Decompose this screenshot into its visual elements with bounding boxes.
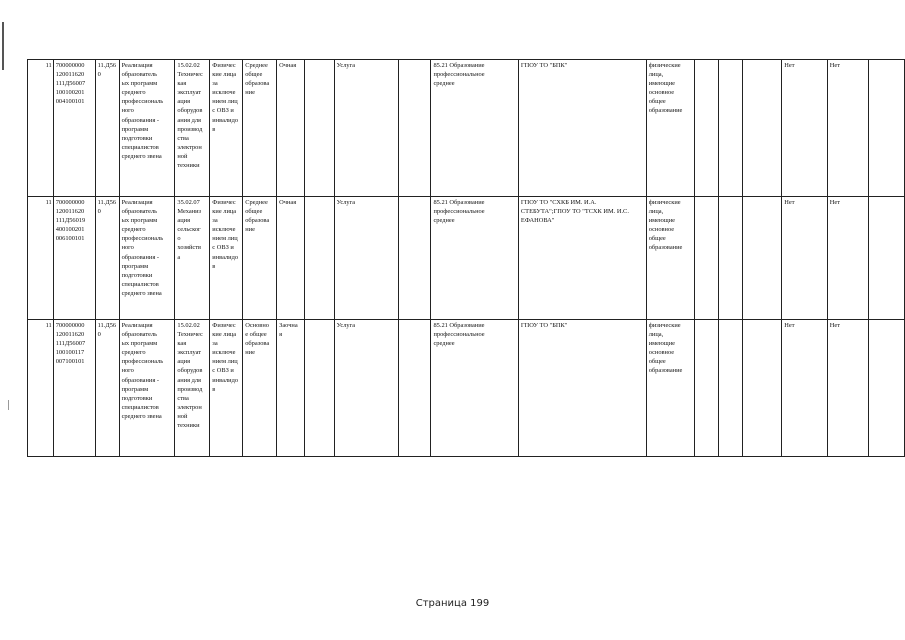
table-row	[28, 60, 905, 197]
code-line: 120011620	[55, 208, 85, 216]
okved-cell	[431, 320, 518, 457]
registry-code-cell	[53, 320, 95, 457]
consumer-line: лица,	[648, 331, 664, 339]
level-line: ние	[245, 226, 255, 234]
name-line: Реализация	[121, 199, 153, 206]
name-line: специалистов	[121, 403, 159, 411]
consumer-line: общее	[648, 358, 666, 366]
flag-2-cell	[827, 320, 869, 457]
row-number-cell	[28, 60, 54, 197]
category-line: в	[212, 125, 216, 133]
empty-cell	[742, 320, 781, 457]
flag-1-cell	[782, 60, 827, 197]
yes1-text: Нет	[784, 199, 795, 206]
name-line: среднего звена	[121, 289, 162, 297]
name-line: ного	[121, 244, 134, 252]
category-line: нием лиц	[212, 98, 238, 106]
registry-code-cell	[53, 197, 95, 320]
code2-line: 0	[97, 208, 101, 216]
spec-line: эксплуат	[177, 349, 202, 357]
category-line: в	[212, 262, 216, 270]
level-line: Среднее	[245, 199, 268, 206]
spec-line: ной	[177, 152, 188, 160]
level-line: ние	[245, 349, 255, 357]
institution-cell	[518, 320, 646, 457]
empty-cell	[869, 197, 905, 320]
okved-cell	[431, 197, 518, 320]
spec-line: Техничес	[177, 331, 203, 339]
service-name-cell	[119, 320, 175, 457]
empty-cell	[694, 197, 719, 320]
org-text: ГПОУ ТО "БПК"	[520, 62, 568, 69]
name-line: подготовки	[121, 271, 153, 279]
level-line: Среднее	[245, 62, 268, 69]
okved-line: среднее	[433, 340, 455, 348]
category-line: инвалидо	[212, 116, 239, 124]
consumer-line: лица,	[648, 208, 664, 216]
type-text: Услуга	[336, 322, 356, 329]
spec-line: оборудов	[177, 367, 203, 375]
flag-1-cell	[782, 197, 827, 320]
name-line: образователь	[121, 71, 158, 79]
name-line: подготовки	[121, 134, 153, 142]
flag-2-cell	[827, 60, 869, 197]
spec-line: Техничес	[177, 71, 203, 79]
name-line: образования -	[121, 253, 159, 261]
spec-line: 35.02.07	[177, 199, 200, 206]
category-line: Физичес	[212, 62, 236, 69]
code-line: 004100101	[55, 98, 85, 106]
empty-cell	[719, 320, 743, 457]
code-line: 111Д56019	[55, 217, 86, 225]
name-line: профессиональ	[121, 98, 164, 106]
code-line: 700000000	[55, 199, 85, 206]
consumer-line: основное	[648, 89, 675, 97]
code-line: 700000000	[55, 62, 85, 69]
spec-line: ация	[177, 358, 191, 366]
name-line: среднего	[121, 89, 146, 97]
spec-line: хозяйств	[177, 244, 202, 252]
spec-line: сельског	[177, 226, 201, 234]
empty-cell	[869, 320, 905, 457]
yes2-text: Нет	[829, 322, 841, 329]
category-line: кие лица	[212, 331, 237, 339]
spec-line: Механиз	[177, 208, 202, 216]
code-line: 111Д56007	[55, 80, 86, 88]
level-line: Основно	[245, 322, 269, 329]
empty-cell	[742, 60, 781, 197]
specialty-cell	[175, 320, 210, 457]
empty-cell	[398, 320, 431, 457]
education-level-cell	[243, 320, 277, 457]
study-form-cell	[277, 320, 305, 457]
page-number: Страница 199	[415, 598, 490, 609]
category-line: Физичес	[212, 322, 236, 329]
consumer-line: основное	[648, 349, 675, 357]
code2-line: 11.Д56	[97, 322, 117, 329]
code2-line: 0	[97, 71, 101, 79]
consumer-line: имеющие	[648, 217, 675, 225]
institution-cell	[518, 60, 646, 197]
spec-line: ания для	[177, 376, 201, 384]
okved-line: 85.21 Образование	[433, 62, 485, 69]
name-line: профессиональ	[121, 235, 164, 243]
name-line: программ	[121, 385, 149, 393]
consumer-line: физические	[648, 322, 681, 329]
education-level-cell	[243, 197, 277, 320]
consumer-cell	[646, 320, 694, 457]
code-line: 100100117	[55, 349, 85, 357]
level-line: общее	[245, 208, 263, 216]
name-line: образователь	[121, 331, 158, 339]
consumer-line: основное	[648, 226, 675, 234]
spec-line: кая	[177, 80, 187, 88]
level-line: образова	[245, 80, 270, 88]
code-line: 700000000	[55, 322, 85, 329]
level-line: е общее	[245, 331, 267, 339]
category-line: за	[212, 80, 218, 88]
spec-line: кая	[177, 340, 187, 348]
name-line: образователь	[121, 208, 158, 216]
education-level-cell	[243, 60, 277, 197]
num-text: 11	[45, 62, 52, 69]
empty-cell	[719, 197, 743, 320]
code-line: 100100201	[55, 89, 85, 97]
name-line: ых программ	[121, 217, 158, 225]
spec-line: ной	[177, 412, 188, 420]
spec-line: электрон	[177, 403, 202, 411]
okved-cell	[431, 60, 518, 197]
category-line: в	[212, 385, 216, 393]
category-line: инвалидо	[212, 253, 239, 261]
category-line: исключе	[212, 349, 236, 357]
okved-line: среднее	[433, 217, 455, 225]
okved-line: 85.21 Образование	[433, 322, 485, 329]
type-text: Услуга	[336, 62, 356, 69]
spec-line: техники	[177, 162, 200, 170]
empty-cell	[398, 60, 431, 197]
name-line: профессиональ	[121, 358, 164, 366]
service-code-cell	[95, 320, 119, 457]
name-line: специалистов	[121, 143, 159, 151]
level-line: ние	[245, 89, 255, 97]
name-line: программ	[121, 262, 149, 270]
okved-line: 85.21 Образование	[433, 199, 485, 206]
service-type-cell	[334, 60, 398, 197]
code2-line: 11.Д56	[97, 199, 117, 206]
name-line: ых программ	[121, 340, 158, 348]
code-line: 007100101	[55, 358, 85, 366]
consumer-cell	[646, 60, 694, 197]
num-text: 11	[45, 322, 52, 329]
category-line: исключе	[212, 89, 236, 97]
code2-line: 11.Д56	[97, 62, 117, 69]
service-code-cell	[95, 197, 119, 320]
empty-cell	[305, 197, 335, 320]
row-number-cell	[28, 197, 54, 320]
name-line: программ	[121, 125, 149, 133]
scan-margin-line	[2, 22, 4, 70]
consumer-line: общее	[648, 98, 666, 106]
category-cell	[210, 60, 243, 197]
level-line: общее	[245, 71, 263, 79]
study-form-cell	[277, 60, 305, 197]
table-row	[28, 320, 905, 457]
yes2-text: Нет	[829, 199, 841, 206]
empty-cell	[305, 320, 335, 457]
spec-line: 15.02.02	[177, 62, 200, 69]
specialty-cell	[175, 197, 210, 320]
spec-line: электрон	[177, 143, 202, 151]
form-text: Очная	[279, 62, 297, 69]
category-line: нием лиц	[212, 358, 238, 366]
consumer-line: имеющие	[648, 80, 675, 88]
empty-cell	[694, 60, 719, 197]
category-line: с ОВЗ и	[212, 367, 234, 375]
consumer-line: образование	[648, 367, 683, 375]
category-line: Физичес	[212, 199, 236, 206]
category-line: с ОВЗ и	[212, 244, 234, 252]
spec-line: оборудов	[177, 107, 203, 115]
consumer-line: физические	[648, 62, 681, 69]
spec-line: ства	[177, 134, 189, 142]
spec-line: ства	[177, 394, 189, 402]
consumer-line: образование	[648, 244, 683, 252]
spec-line: производ	[177, 125, 203, 133]
code-line: 006100101	[55, 235, 85, 243]
empty-cell	[719, 60, 743, 197]
org-text: ГПОУ ТО "БПК"	[520, 322, 568, 329]
level-line: образова	[245, 217, 270, 225]
code2-line: 0	[97, 331, 101, 339]
category-cell	[210, 320, 243, 457]
category-line: за	[212, 217, 218, 225]
category-line: нием лиц	[212, 235, 238, 243]
name-line: Реализация	[121, 62, 153, 69]
name-line: среднего	[121, 226, 146, 234]
table-row	[28, 197, 905, 320]
name-line: образования -	[121, 116, 159, 124]
spec-line: ания для	[177, 116, 201, 124]
category-line: за	[212, 340, 218, 348]
spec-line: о	[177, 235, 181, 243]
name-line: среднего звена	[121, 152, 162, 160]
service-name-cell	[119, 60, 175, 197]
name-line: ного	[121, 107, 134, 115]
yes1-text: Нет	[784, 322, 795, 329]
category-line: кие лица	[212, 71, 237, 79]
okved-line: профессиональное	[433, 331, 485, 339]
okved-line: профессиональное	[433, 208, 485, 216]
registry-code-cell	[53, 60, 95, 197]
name-line: ых программ	[121, 80, 158, 88]
specialty-cell	[175, 60, 210, 197]
num-text: 11	[45, 199, 52, 206]
spec-line: 15.02.02	[177, 322, 200, 329]
consumer-line: лица,	[648, 71, 664, 79]
name-line: подготовки	[121, 394, 153, 402]
consumer-line: физические	[648, 199, 681, 206]
consumer-line: общее	[648, 235, 666, 243]
service-code-cell	[95, 60, 119, 197]
service-type-cell	[334, 320, 398, 457]
level-line: образова	[245, 340, 270, 348]
form-text: Заочна я	[279, 322, 298, 339]
name-line: среднего	[121, 349, 146, 357]
type-text: Услуга	[336, 199, 356, 206]
code-line: 120011620	[55, 71, 85, 79]
code-line: 120011620	[55, 331, 85, 339]
okved-line: профессиональное	[433, 71, 485, 79]
consumer-line: образование	[648, 107, 683, 115]
yes1-text: Нет	[784, 62, 795, 69]
okved-line: среднее	[433, 80, 455, 88]
yes2-text: Нет	[829, 62, 841, 69]
category-line: исключе	[212, 226, 236, 234]
spec-line: ация	[177, 98, 191, 106]
code-line: 111Д56007	[55, 340, 86, 348]
empty-cell	[398, 197, 431, 320]
category-line: кие лица	[212, 208, 237, 216]
name-line: Реализация	[121, 322, 153, 329]
row-number-cell	[28, 320, 54, 457]
service-name-cell	[119, 197, 175, 320]
flag-1-cell	[782, 320, 827, 457]
code-line: 400100201	[55, 226, 85, 234]
services-registry-table	[27, 59, 905, 457]
spec-line: техники	[177, 422, 200, 430]
empty-cell	[694, 320, 719, 457]
category-cell	[210, 197, 243, 320]
spec-line: эксплуат	[177, 89, 202, 97]
category-line: инвалидо	[212, 376, 239, 384]
spec-line: производ	[177, 385, 203, 393]
name-line: образования -	[121, 376, 159, 384]
empty-cell	[869, 60, 905, 197]
category-line: с ОВЗ и	[212, 107, 234, 115]
name-line: среднего звена	[121, 412, 162, 420]
empty-cell	[305, 60, 335, 197]
flag-2-cell	[827, 197, 869, 320]
spec-line: а	[177, 253, 181, 261]
consumer-line: имеющие	[648, 340, 675, 348]
scan-margin-speck	[8, 400, 9, 410]
service-type-cell	[334, 197, 398, 320]
name-line: ного	[121, 367, 134, 375]
study-form-cell	[277, 197, 305, 320]
consumer-cell	[646, 197, 694, 320]
empty-cell	[742, 197, 781, 320]
spec-line: ация	[177, 217, 191, 225]
org-text: ГПОУ ТО "СХКБ ИМ. И.А. СТЕБУТА";ГПОУ ТО "ТСХК ИМ. И.С. ЕФАНОВА"	[520, 199, 631, 225]
form-text: Очная	[279, 199, 297, 206]
institution-cell	[518, 197, 646, 320]
name-line: специалистов	[121, 280, 159, 288]
